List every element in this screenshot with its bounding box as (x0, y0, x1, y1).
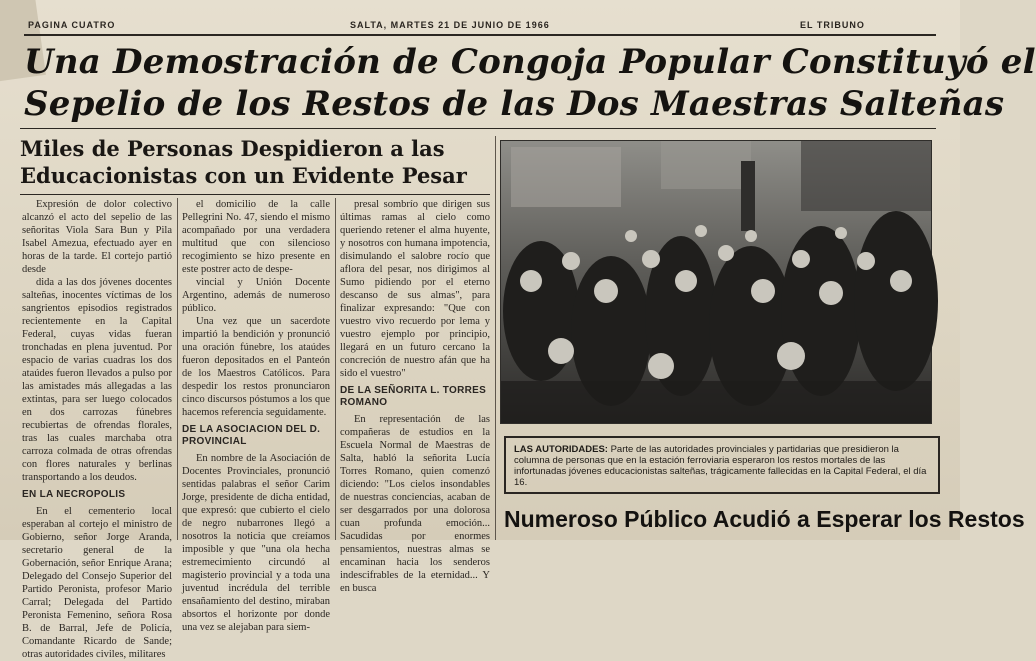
col2-subheading-asociacion: DE LA ASOCIACION DEL D. PROVINCIAL (182, 424, 321, 447)
header-rule (24, 34, 936, 36)
col3-subheading-torres-romano: DE LA SEÑORITA L. TORRES ROMANO (340, 385, 487, 408)
col2-paragraph-4: En nombre de la Asociación de Docentes Provinciales, pronunció sentidas palabras el señor Carim Jorge, presidente de dicha entidad, que expresó: que cubierto el cielo de negro nubarrones llegó a nosotros la noticia que creíamos imposible y que "una ola hecha estremecimiento circundó al magisterio provincial y a toda una juventud incrédula del terrible ensañamiento del destino, miraban absortos el horizonte por donde una vez se alejaban para siem- (182, 453, 330, 633)
col2-paragraph-3: Una vez que un sacerdote impartió la bendición y pronunció una oración fúnebre, los ataúdes fueron depositados en el Panteón de los Maestros Católicos. Para despedir los restos pronunciaron cinco discursos póstumos a los que hacemos referencia seguidamente. (182, 316, 330, 418)
col2-paragraph-2: vincial y Unión Docente Argentino, además de numeroso público. (182, 277, 330, 314)
crowd-photograph (500, 140, 932, 424)
subhead-line-2: Educacionistas con un Evidente Pesar (20, 163, 467, 188)
bottom-headline: Numeroso Público Acudió a Esperar los Restos (504, 506, 1025, 532)
caption-text: Parte de las autoridades provinciales y partidarias que presidieron la columna de personas que en la estación ferroviaria esperaron los restos mortales de las infortunadas jóvenes educacionistas salteñas, trágicamente fallecidas en la Capital Federal, el día 16. (514, 444, 927, 488)
caption-lead: LAS AUTORIDADES: (514, 444, 608, 455)
newspaper-name: EL TRIBUNO (800, 20, 865, 30)
issue-date: SALTA, MARTES 21 DE JUNIO DE 1966 (350, 20, 550, 30)
column-divider-1 (177, 198, 178, 540)
col3-paragraph-1: presal sombrío que dirigen sus últimas ramas al cielo como queriendo retener el alma huyente, y nosotros con humana impotencia, disimulando el salobre rocío que aflora del pesar, nos dirigimos al Sumo pidiendo por el eterno descanso de sus almas", para finalizar expresando: "Que con vuestro vivo recuerdo por lema y vuestro ejemplo por principio, llegará en un futuro cercano la concreción de nuestro afán que ha sido el vuestro" (340, 199, 490, 379)
col1-paragraph-1: Expresión de dolor colectivo alcanzó el acto del sepelio de las señoritas Viola Sara Bun y Pila Isabel Amezua, efectuado ayer en horas de la tarde. El cortejo partió desde (22, 199, 172, 275)
col3-paragraph-2: En representación de las compañeras de estudios en la Escuela Normal de Maestras de Salta, habló la señorita Lucía Torres Romano, quien comenzó diciendo: "Los cielos insondables de nuestras conciencias, acaban de ser desgarrados por una dolorosa cuan profunda emoción... Sacudidas por enormes pensamientos, nuestras almas se encaminan hacia los senderos indescifrables de la eternidad... Y en busca (340, 414, 490, 594)
headline-line-2: Sepelio de los Restos de las Dos Maestras Salteñas (24, 84, 1005, 124)
col1-paragraph-3: En el cementerio local esperaban al cortejo el ministro de Gobierno, señor Jorge Aranda, secretario general de la Gobernación, señor Enrique Arana; Delegado del Consejo Superior del Partido Peronista, profesor Mario Carral; Delegada del Partido Peronista Femenino, señora Rosa B. de Barral, Jefe de Policía, Comandante Ricardo de Sande; otras autoridades civiles, militares (22, 506, 172, 660)
article-column-3 (340, 198, 490, 594)
photo-caption (504, 436, 940, 494)
subhead-line-1: Miles de Personas Despidieron a las (20, 136, 445, 161)
column-divider-2 (335, 198, 336, 540)
headline-line-1: Una Demostración de Congoja Popular Constituyó el (24, 42, 1036, 82)
article-column-2 (182, 198, 330, 633)
headline-rule (20, 128, 936, 129)
subhead-rule (20, 194, 490, 195)
crowd-photo-illustration (501, 141, 931, 423)
col1-paragraph-2: dida a las dos jóvenes docentes salteñas, inocentes víctimas de los sangrientos episodios registrados recientemente en la Capital Federal, cuyas vidas fueran tronchadas en plena juventud. Por espacio de varias cuadras los dos ataúdes fueron llevados a pulso por las amistades más allegadas a las extintas, para ser luego colocados en dos carrozas fúnebres recubiertas de ofrendas florales, tras las cuales marchaba otra carroza colmada de otras ofrendas con flores naturales y berlinas transportando a los deudos. (22, 277, 172, 483)
col1-subheading-necropolis: EN LA NECROPOLIS (22, 489, 126, 500)
col2-paragraph-1: el domicilio de la calle Pellegrini No. 47, siendo el mismo acompañado por una verdadera multitud que con silencioso recogimiento se hizo presente en este postrer acto de despe- (182, 199, 330, 275)
page-label: PAGINA CUATRO (28, 20, 116, 30)
column-divider-3 (495, 136, 496, 540)
article-column-1 (22, 198, 172, 660)
